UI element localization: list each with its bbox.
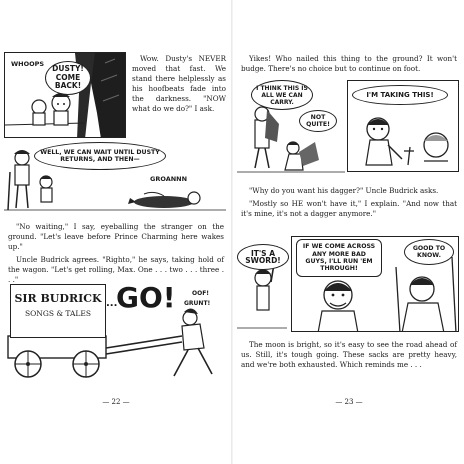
- speech-bubble-good-to-know: GOOD TO KNOW.: [404, 239, 454, 265]
- sfx-grunt: GRUNT!: [184, 300, 211, 307]
- page-number-left: — 22 —: [102, 398, 130, 406]
- speech-bubble-bad-guys: IF WE COME ACROSS ANY MORE BAD GUYS, I'LL RUN 'EM THROUGH!: [296, 239, 382, 277]
- speech-bubble-taking-this: I'M TAKING THIS!: [352, 85, 448, 105]
- comic-panel-carry: [237, 80, 459, 176]
- comic-panel-sword: [237, 236, 459, 332]
- sfx-groan: GROANNN: [150, 175, 188, 183]
- sfx-oof: OOF!: [192, 290, 210, 297]
- paragraph-moon-bright: The moon is bright, so it's easy to see the road ahead of us. Still, it's tough going. These sacks are pretty heavy, and we're both exhausted. Which reminds me . . .: [241, 340, 457, 369]
- comic-panel-dusty-runs: [4, 52, 126, 138]
- right-page: [233, 0, 464, 464]
- paragraph-dagger: "Why do you want his dagger?" Uncle Budrick asks. "Mostly so HE won't have it," I explain. "And now that it's mine, it's not a dagger anymore.": [241, 186, 457, 218]
- speech-bubble-dusty-come-back: DUSTY! COME BACK!: [45, 61, 91, 95]
- comic-panel-wagon-go: [4, 278, 226, 382]
- speech-bubble-not-quite: NOT QUITE!: [299, 110, 337, 132]
- speech-bubble-its-a-sword: IT'S A SWORD!: [237, 244, 289, 270]
- wagon-sign-subtitle: SONGS & TALES: [24, 309, 92, 318]
- comic-panel-wait: [4, 142, 226, 214]
- speech-bubble-wait-until: WELL, WE CAN WAIT UNTIL DUSTY RETURNS, AND THEN—: [34, 142, 166, 170]
- left-page: [0, 0, 231, 464]
- paragraph-dusty-never-moved: Wow. Dusty's NEVER moved that fast. We stand there helplessly as his hoofbeats fade into the darkness. "NOW what do we do?" I ask.: [132, 54, 226, 113]
- sfx-dots: ...: [106, 298, 118, 309]
- page-number-right: — 23 —: [335, 398, 363, 406]
- paragraph-no-waiting: "No waiting," I say, eyeballing the stranger on the ground. "Let's leave before Prince Charming here wakes up." Uncle Budrick agrees. "Righto," he says, taking hold of the wagon. "Let's get rolling, Max. One . . . two . . . three . . .": [8, 222, 224, 284]
- wagon-sign-title: SIR BUDRICK: [14, 292, 102, 305]
- big-go-text: GO!: [116, 281, 176, 314]
- sfx-whoops: WHOOPS: [11, 60, 45, 68]
- comic-panel-run-em-through: [291, 236, 459, 332]
- speech-bubble-all-we-can-carry: I THINK THIS IS ALL WE CAN CARRY.: [251, 80, 313, 110]
- comic-panel-taking-this: [347, 80, 459, 172]
- wagon-sign: [10, 284, 106, 338]
- paragraph-yikes: Yikes! Who nailed this thing to the ground? It won't budge. There's no choice but to continue on foot.: [241, 54, 457, 73]
